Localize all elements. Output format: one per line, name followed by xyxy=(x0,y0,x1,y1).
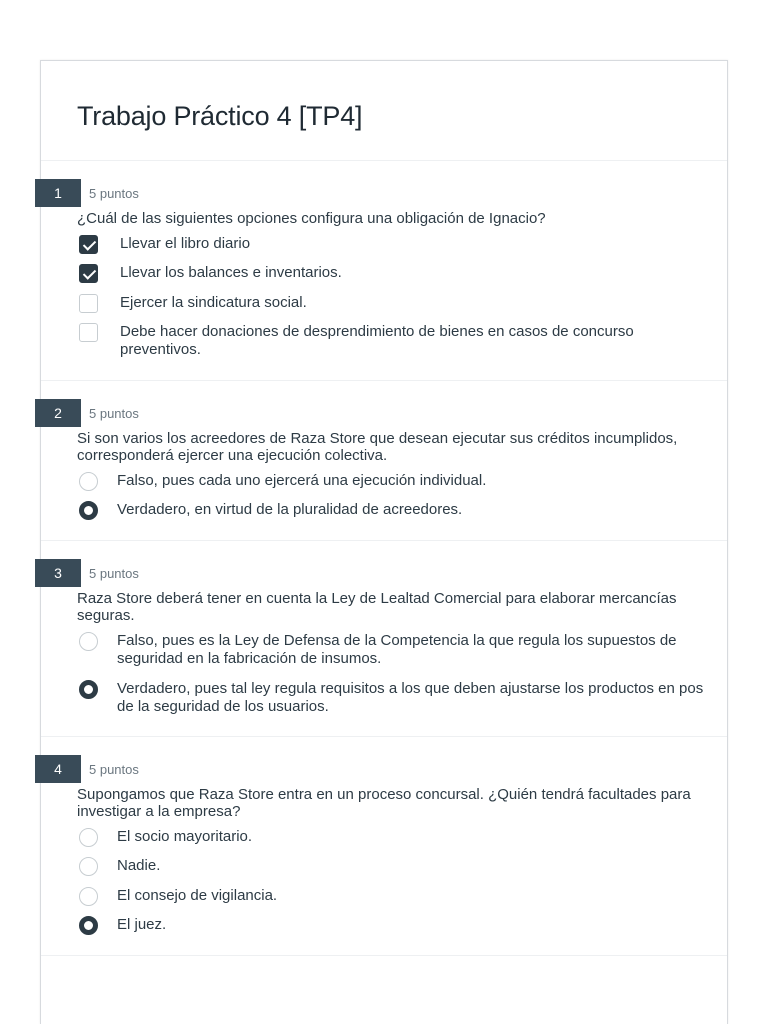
answer-label: Llevar el libro diario xyxy=(120,235,251,252)
radio-button[interactable] xyxy=(79,632,98,651)
question-3 xyxy=(41,541,727,737)
checkbox[interactable] xyxy=(79,323,98,342)
question-number: 4 xyxy=(35,755,81,783)
radio-button[interactable] xyxy=(79,680,98,699)
radio-button[interactable] xyxy=(79,887,98,906)
answer-label: Ejercer la sindicatura social. xyxy=(120,294,307,311)
answer-label: Nadie. xyxy=(117,857,161,874)
quiz-title: Trabajo Práctico 4 [TP4] xyxy=(77,101,363,131)
question-number: 1 xyxy=(35,179,81,207)
checkbox[interactable] xyxy=(79,264,98,283)
question-text: Raza Store deberá tener en cuenta la Ley de Lealtad Comercial para elaborar mercancías seguras. xyxy=(77,590,677,624)
question-points: 5 puntos xyxy=(89,406,139,421)
quiz-header xyxy=(41,61,727,161)
question-points: 5 puntos xyxy=(89,186,139,201)
question-2 xyxy=(41,381,727,541)
answer-label: Debe hacer donaciones de desprendimiento de bienes en casos de concurso preventivos. xyxy=(120,323,634,358)
radio-button[interactable] xyxy=(79,828,98,847)
checkbox[interactable] xyxy=(79,235,98,254)
question-text: Supongamos que Raza Store entra en un proceso concursal. ¿Quién tendrá facultades para investigar a la empresa? xyxy=(77,786,691,820)
question-text: ¿Cuál de las siguientes opciones configura una obligación de Ignacio? xyxy=(77,210,546,227)
question-1 xyxy=(41,161,727,381)
question-4 xyxy=(41,737,727,956)
radio-button[interactable] xyxy=(79,472,98,491)
answer-label: Llevar los balances e inventarios. xyxy=(120,264,342,281)
answer-label: Verdadero, pues tal ley regula requisitos a los que deben ajustarse los productos en pos de la seguridad de los usuarios. xyxy=(117,680,704,715)
radio-button[interactable] xyxy=(79,916,98,935)
answer-label: Falso, pues es la Ley de Defensa de la Competencia la que regula los supuestos de seguridad en la fabricación de insumos. xyxy=(117,632,677,667)
answer-label: El socio mayoritario. xyxy=(117,828,253,845)
answer-label: Verdadero, en virtud de la pluralidad de acreedores. xyxy=(117,501,463,518)
answer-label: Falso, pues cada uno ejercerá una ejecución individual. xyxy=(117,472,487,489)
question-text: Si son varios los acreedores de Raza Store que desean ejecutar sus créditos incumplidos, corresponderá ejercer una ejecución colectiva. xyxy=(77,430,678,464)
checkbox[interactable] xyxy=(79,294,98,313)
answer-label: El consejo de vigilancia. xyxy=(117,887,278,904)
question-number: 2 xyxy=(35,399,81,427)
question-points: 5 puntos xyxy=(89,762,139,777)
question-number: 3 xyxy=(35,559,81,587)
radio-button[interactable] xyxy=(79,857,98,876)
answer-label: El juez. xyxy=(117,916,167,933)
radio-button[interactable] xyxy=(79,501,98,520)
question-points: 5 puntos xyxy=(89,566,139,581)
quiz-card xyxy=(40,60,728,1024)
